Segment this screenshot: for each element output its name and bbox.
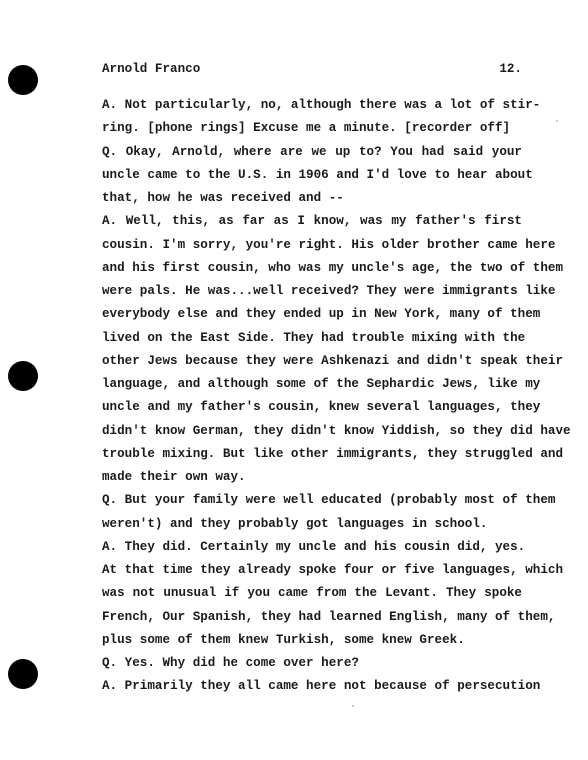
transcript-line: weren't) and they probably got languages in school. [102,516,488,531]
transcript-line: were pals. He was...well received? They were immigrants like [102,284,556,298]
transcript-line: language, and although some of the Sephardic Jews, like my [102,377,541,391]
transcript-line: that, how he was received and -- [102,191,344,205]
transcript-line: Q. Okay, Arnold, where are we up to? You had said your [102,144,522,159]
punch-hole-top [8,65,38,95]
transcript-line: Q. But your family were well educated (probably most of them [102,493,556,508]
transcript-line: trouble mixing. But like other immigrants, they struggled and [102,446,564,461]
transcript-line: ring. [phone rings] Excuse me a minute. [recorder off] [102,121,511,136]
transcript-line: A. Not particularly, no, although there was a lot of stir- [102,98,541,112]
page-number: 12. [499,62,522,76]
transcript-line: uncle and my father's cousin, knew several languages, they [102,400,541,415]
transcript-line: made their own way. [102,470,246,484]
punch-hole-middle [8,361,38,391]
transcript-line: French, Our Spanish, they had learned English, many of them, [102,609,556,624]
transcript-line: uncle came to the U.S. in 1906 and I'd love to hear about [102,167,533,182]
transcript-line: and his first cousin, who was my uncle's age, the two of them [102,260,564,275]
punch-hole-bottom [8,659,38,689]
interviewee-name: Arnold Franco [102,62,201,76]
transcript-line: plus some of them knew Turkish, some knew Greek. [102,632,465,647]
transcript-line: lived on the East Side. They had trouble mixing with the [102,330,526,345]
transcript-line: A. They did. Certainly my uncle and his cousin did, yes. [102,539,526,554]
transcript-line: other Jews because they were Ashkenazi and didn't speak their [102,353,564,368]
transcript-line: didn't know German, they didn't know Yiddish, so they did have [102,423,571,438]
transcript-body [102,94,571,699]
scan-speck [556,120,558,122]
transcript-line: A. Primarily they all came here not because of persecution [102,679,541,694]
transcript-line: A. Well, this, as far as I know, was my father's first [102,214,522,229]
transcript-line: everybody else and they ended up in New York, many of them [102,307,541,322]
scan-speck [352,705,354,707]
transcript-line: Q. Yes. Why did he come over here? [102,656,359,670]
page-header [102,62,522,82]
transcript-line: At that time they already spoke four or five languages, which [102,563,564,577]
transcript-line: was not unusual if you came from the Levant. They spoke [102,586,522,601]
transcript-line: cousin. I'm sorry, you're right. His older brother came here [102,237,556,252]
